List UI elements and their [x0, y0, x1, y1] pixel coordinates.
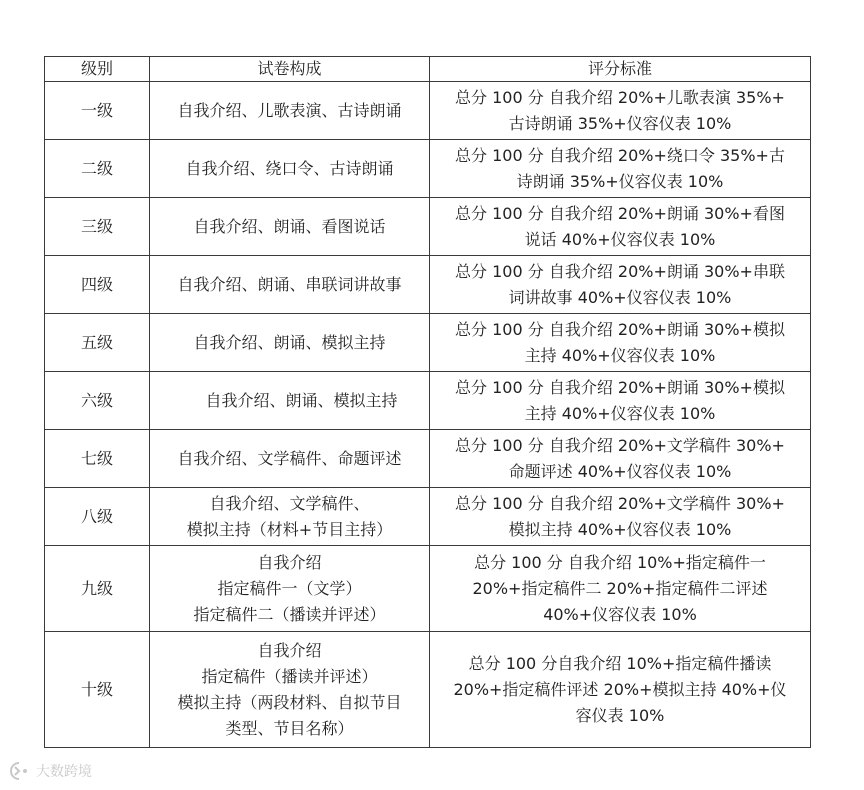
- exam-grading-table: [44, 56, 811, 748]
- header-criteria: 评分标准: [430, 57, 811, 82]
- criteria-line: 总分 100 分 自我介绍 20%+绕口令 35%+古: [455, 145, 785, 165]
- composition-line: 自我介绍、朗诵、串联词讲故事: [177, 274, 402, 294]
- composition-line: 自我介绍、朗诵、模拟主持: [205, 390, 398, 410]
- level-cell: 八级: [45, 488, 150, 546]
- watermark: [6, 760, 92, 782]
- criteria-line: 诗朗诵 35%+仪容仪表 10%: [516, 171, 724, 191]
- composition-line: 模拟主持（两段材料、自拟节目: [177, 692, 402, 712]
- level-cell: 六级: [45, 372, 150, 430]
- composition-line: 类型、节目名称）: [225, 718, 354, 738]
- header-composition: 试卷构成: [150, 57, 430, 82]
- table-row: [45, 546, 811, 632]
- criteria-line: 命题评述 40%+仪容仪表 10%: [508, 461, 732, 481]
- criteria-line: 主持 40%+仪容仪表 10%: [524, 403, 716, 423]
- criteria-line: 总分 100 分 自我介绍 20%+朗诵 30%+模拟: [455, 319, 785, 339]
- level-cell: 七级: [45, 430, 150, 488]
- table-header: [45, 57, 811, 82]
- composition-line: 指定稿件一（文学）: [217, 578, 362, 598]
- level-cell: 四级: [45, 256, 150, 314]
- composition-cell: [150, 430, 430, 488]
- composition-cell: [150, 372, 430, 430]
- criteria-line: 容仪表 10%: [575, 705, 665, 725]
- composition-cell: [150, 198, 430, 256]
- composition-cell: [150, 140, 430, 198]
- criteria-line: 总分 100 分自我介绍 10%+指定稿件播读: [468, 653, 772, 673]
- composition-cell: [150, 632, 430, 748]
- criteria-cell: [430, 632, 811, 748]
- criteria-line: 词讲故事 40%+仪容仪表 10%: [508, 287, 732, 307]
- composition-cell: [150, 546, 430, 632]
- composition-line: 指定稿件（播读并评述）: [201, 666, 378, 686]
- table-row: [45, 140, 811, 198]
- level-cell: 九级: [45, 546, 150, 632]
- criteria-line: 总分 100 分 自我介绍 10%+指定稿件一: [474, 552, 766, 572]
- criteria-cell: [430, 430, 811, 488]
- criteria-line: 40%+仪容仪表 10%: [543, 604, 697, 624]
- level-cell: 一级: [45, 82, 150, 140]
- table-row: [45, 488, 811, 546]
- composition-line: 自我介绍、朗诵、模拟主持: [193, 332, 386, 352]
- criteria-line: 20%+指定稿件二 20%+指定稿件二评述: [472, 578, 768, 598]
- criteria-cell: [430, 314, 811, 372]
- composition-line: 自我介绍: [257, 640, 322, 660]
- criteria-line: 主持 40%+仪容仪表 10%: [524, 345, 716, 365]
- criteria-cell: [430, 198, 811, 256]
- criteria-cell: [430, 140, 811, 198]
- header-row: [45, 57, 811, 82]
- level-cell: 三级: [45, 198, 150, 256]
- watermark-text: 大数跨境: [36, 764, 92, 780]
- level-cell: 五级: [45, 314, 150, 372]
- composition-line: 自我介绍: [257, 552, 322, 572]
- composition-line: 模拟主持（材料+节目主持）: [186, 519, 393, 539]
- criteria-line: 说话 40%+仪容仪表 10%: [524, 229, 716, 249]
- composition-line: 自我介绍、文学稿件、命题评述: [177, 448, 402, 468]
- criteria-line: 古诗朗诵 35%+仪容仪表 10%: [508, 113, 732, 133]
- criteria-line: 总分 100 分 自我介绍 20%+文学稿件 30%+: [455, 435, 785, 455]
- table-body: [45, 82, 811, 748]
- table-row: [45, 82, 811, 140]
- header-level: 级别: [45, 57, 150, 82]
- composition-cell: [150, 314, 430, 372]
- table-row: [45, 372, 811, 430]
- criteria-cell: [430, 256, 811, 314]
- logo-icon: [6, 760, 32, 782]
- criteria-line: 总分 100 分 自我介绍 20%+朗诵 30%+串联: [455, 261, 785, 281]
- criteria-line: 总分 100 分 自我介绍 20%+儿歌表演 35%+: [455, 87, 785, 107]
- criteria-line: 总分 100 分 自我介绍 20%+朗诵 30%+看图: [455, 203, 785, 223]
- composition-line: 自我介绍、绕口令、古诗朗诵: [185, 158, 394, 178]
- criteria-cell: [430, 546, 811, 632]
- criteria-cell: [430, 488, 811, 546]
- composition-line: 自我介绍、文学稿件、: [209, 493, 370, 513]
- criteria-cell: [430, 82, 811, 140]
- criteria-cell: [430, 372, 811, 430]
- table-row: [45, 314, 811, 372]
- criteria-line: 总分 100 分 自我介绍 20%+朗诵 30%+模拟: [455, 377, 785, 397]
- criteria-line: 20%+指定稿件评述 20%+模拟主持 40%+仪: [453, 679, 787, 699]
- table-row: [45, 430, 811, 488]
- level-cell: 十级: [45, 632, 150, 748]
- composition-cell: [150, 256, 430, 314]
- composition-line: 指定稿件二（播读并评述）: [193, 604, 386, 624]
- composition-line: 自我介绍、儿歌表演、古诗朗诵: [177, 100, 402, 120]
- table-row: [45, 198, 811, 256]
- composition-line: 自我介绍、朗诵、看图说话: [193, 216, 386, 236]
- criteria-line: 模拟主持 40%+仪容仪表 10%: [508, 519, 732, 539]
- table-row: [45, 256, 811, 314]
- composition-cell: [150, 82, 430, 140]
- criteria-line: 总分 100 分 自我介绍 20%+文学稿件 30%+: [455, 493, 785, 513]
- table-row: [45, 632, 811, 748]
- composition-cell: [150, 488, 430, 546]
- level-cell: 二级: [45, 140, 150, 198]
